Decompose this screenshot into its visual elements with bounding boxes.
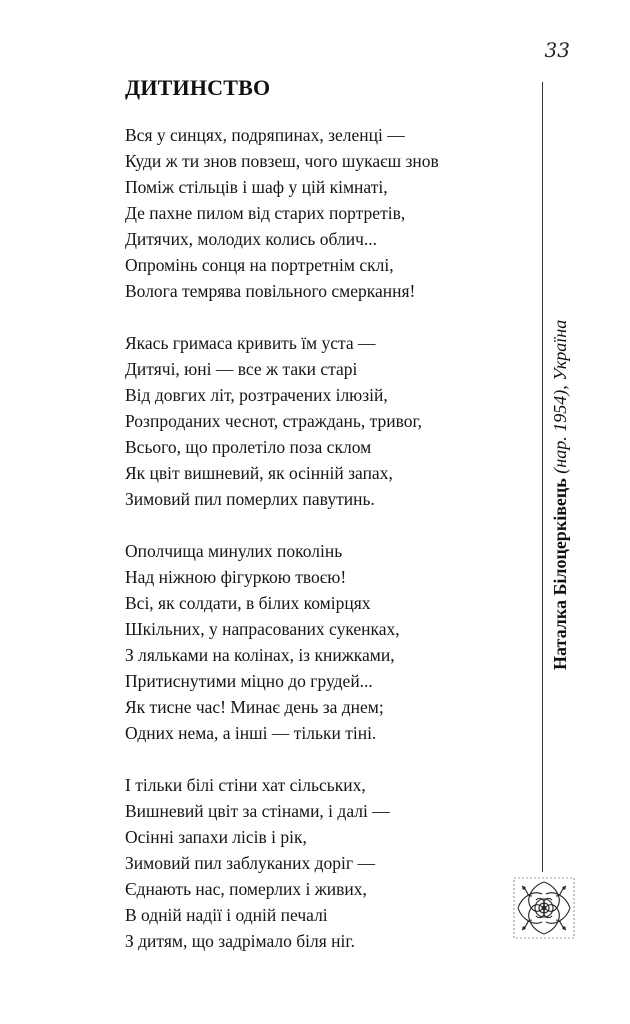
stanza bbox=[125, 122, 525, 304]
stanza bbox=[125, 330, 525, 512]
author-name: Наталка Білоцерківець bbox=[550, 478, 570, 670]
poem-line: Дитячі, юні — все ж таки старі bbox=[125, 359, 358, 379]
poem-body bbox=[125, 122, 525, 980]
poem-line: Зимовий пил померлих павутинь. bbox=[125, 489, 375, 509]
page-number: 33 bbox=[544, 38, 570, 62]
stanza bbox=[125, 538, 525, 746]
poem-line: Якась гримаса кривить їм уста — bbox=[125, 333, 376, 353]
poem-line: Одних нема, а інші — тільки тіні. bbox=[125, 723, 377, 743]
poem-line: І тільки білі стіни хат сільських, bbox=[125, 775, 366, 795]
author-country: Україна bbox=[550, 319, 570, 381]
floral-ornament-icon bbox=[512, 876, 576, 940]
poem-line: Зимовий пил заблуканих доріг — bbox=[125, 853, 375, 873]
poem-line: З ляльками на колінах, із книжками, bbox=[125, 645, 395, 665]
poem-line: Як цвіт вишневий, як осінній запах, bbox=[125, 463, 393, 483]
poem-line: Куди ж ти знов повзеш, чого шукаєш знов bbox=[125, 151, 439, 171]
poem-line: Всі, як солдати, в білих комірцях bbox=[125, 593, 371, 613]
poem-line: Притиснутими міцно до грудей... bbox=[125, 671, 373, 691]
poem-line: Волога темрява повільного смеркання! bbox=[125, 281, 416, 301]
poem-line: Над ніжною фігуркою твоєю! bbox=[125, 567, 347, 587]
poem-line: Опромінь сонця на портретнім склі, bbox=[125, 255, 394, 275]
poem-line: Єднають нас, померлих і живих, bbox=[125, 879, 367, 899]
stanza bbox=[125, 772, 525, 954]
poem-line: Дитячих, молодих колись облич... bbox=[125, 229, 377, 249]
poem-line: Вишневий цвіт за стінами, і далі — bbox=[125, 801, 390, 821]
poem-line: Як тисне час! Минає день за днем; bbox=[125, 697, 384, 717]
poem-line: Вся у синцях, подряпинах, зеленці — bbox=[125, 125, 405, 145]
poem-title: ДИТИНСТВО bbox=[125, 75, 271, 100]
poem-line: Де пахне пилом від старих портретів, bbox=[125, 203, 406, 223]
poem-line: З дитям, що задрімало біля ніг. bbox=[125, 931, 355, 951]
author-years: (нар. 1954), bbox=[550, 385, 570, 474]
poem-line: Від довгих літ, розтрачених ілюзій, bbox=[125, 385, 388, 405]
poem-line: Розпроданих чеснот, страждань, тривог, bbox=[125, 411, 423, 431]
author-caption bbox=[540, 280, 580, 670]
poem-line: Ополчища минулих поколінь bbox=[125, 541, 343, 561]
poem-line: В одній надії і одній печалі bbox=[125, 905, 328, 925]
poem-line: Всього, що пролетіло поза склом bbox=[125, 437, 372, 457]
poem-line: Осінні запахи лісів і рік, bbox=[125, 827, 307, 847]
poem-line: Поміж стільців і шаф у цій кімнаті, bbox=[125, 177, 388, 197]
poem-line: Шкільних, у напрасованих сукенках, bbox=[125, 619, 400, 639]
